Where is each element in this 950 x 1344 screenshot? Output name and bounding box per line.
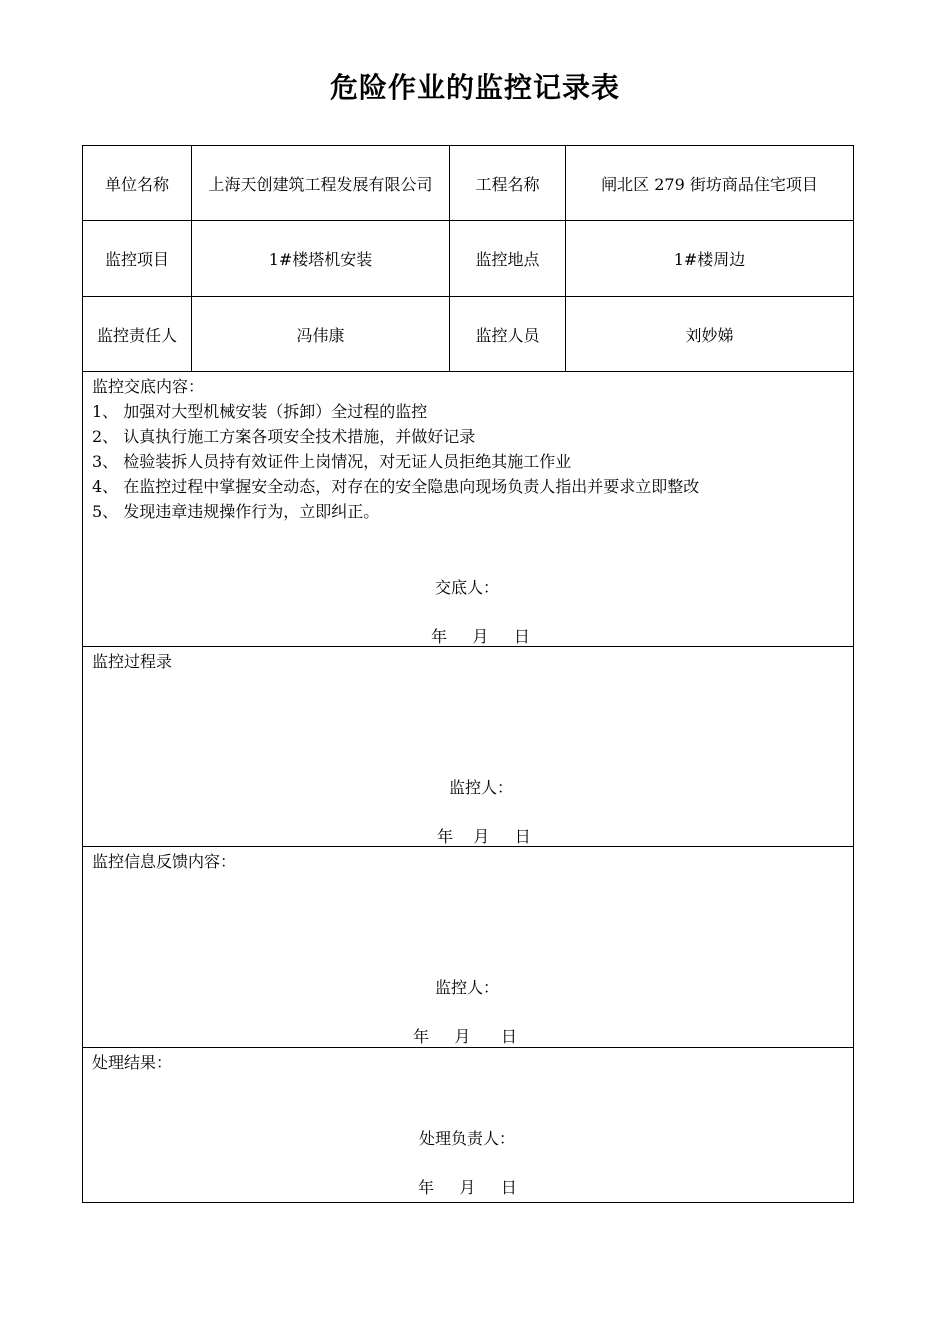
briefing-heading: 监控交底内容： [92,377,205,396]
unit-label: 单位名称 [83,146,192,221]
process-heading: 监控过程录 [92,652,173,671]
result-date: 年 月 日 [418,1178,517,1197]
leader-value: 冯伟康 [192,297,450,372]
table-row-briefing [83,372,854,647]
table-row-unit [83,146,854,221]
monitoring-record-table [82,145,854,1203]
item-label: 监控项目 [83,221,192,297]
project-value: 闸北区 279 街坊商品住宅项目 [566,146,854,221]
location-label: 监控地点 [450,221,566,297]
table-row-item [83,221,854,297]
project-label: 工程名称 [450,146,566,221]
table-row-personnel [83,297,854,372]
result-heading: 处理结果： [92,1053,173,1072]
staff-label: 监控人员 [450,297,566,372]
process-signer-label: 监控人： [449,778,514,797]
briefing-date: 年 月 日 [431,627,530,646]
feedback-signer-label: 监控人： [435,978,500,997]
briefing-item-1: 1、 加强对大型机械安装（拆卸）全过程的监控 [92,402,428,421]
briefing-item-5: 5、 发现违章违规操作行为，立即纠正。 [92,502,380,521]
briefing-item-2: 2、 认真执行施工方案各项安全技术措施，并做好记录 [92,427,476,446]
unit-value: 上海天创建筑工程发展有限公司 [192,146,450,221]
feedback-section [83,847,854,1048]
feedback-heading: 监控信息反馈内容： [92,852,237,871]
location-value: 1#楼周边 [566,221,854,297]
result-section [83,1048,854,1203]
document-title: 危险作业的监控记录表 [329,71,620,104]
table-row-process [83,647,854,847]
table-row-feedback [83,847,854,1048]
process-date: 年 月 日 [437,827,531,846]
feedback-date: 年 月 日 [413,1027,517,1046]
briefing-signer-label: 交底人： [435,578,500,597]
process-section [83,647,854,847]
result-signer-label: 处理负责人： [419,1129,516,1148]
staff-value: 刘妙娣 [566,297,854,372]
briefing-item-3: 3、 检验装拆人员持有效证件上岗情况，对无证人员拒绝其施工作业 [92,452,572,471]
briefing-item-4: 4、 在监控过程中掌握安全动态，对存在的安全隐患向现场负责人指出并要求立即整改 [92,477,700,496]
table-row-result [83,1048,854,1203]
leader-label: 监控责任人 [83,297,192,372]
item-value: 1#楼塔机安装 [192,221,450,297]
briefing-section [83,372,854,647]
